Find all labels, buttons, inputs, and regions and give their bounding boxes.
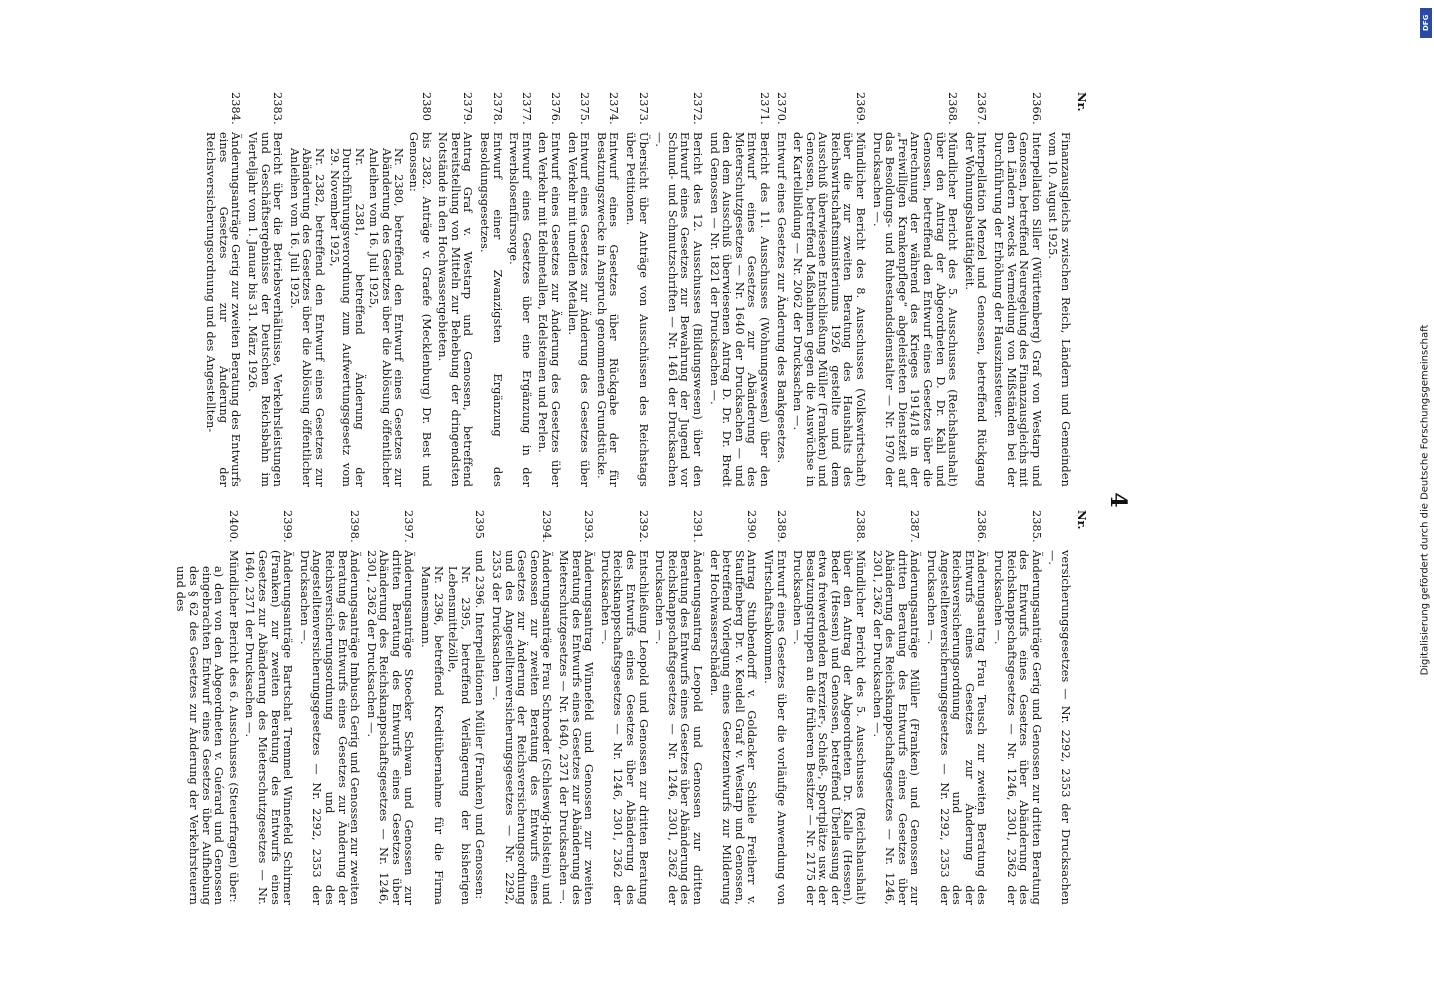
entry-text-block [653, 550, 703, 905]
document-entry [477, 92, 502, 487]
entry-number: 2389. [774, 510, 788, 543]
entry-text: Änderungsanträge Gerig zur zweiten Beratung des Entwurfs eines Gesetzes zur Änderung der Reichsversicherungsordnung und des Angestellten- [204, 132, 243, 487]
document-entry [707, 510, 757, 905]
entry-text: Mündlicher Bericht des 8. Ausschusses (Volkswirtschaft) über die zur zweiten Beratung des Haushalts des Reichswirtschaftsministeriums 1926 gestellte und dem Ausschuß überwiesene Entschließung Müller (Franken) und Genossen, betreffend Maßnahmen gegen die Auswüchse in der Kartellbildung — Nr. 2062 der Drucksachen —. [791, 132, 868, 487]
document-entry [653, 510, 703, 905]
document-entry [761, 510, 786, 905]
entry-text: Mündlicher Bericht des 5. Ausschusses (Reichshaushalt) über den Antrag der Abgeordneten Dr. Kalle (Hessen), Beder (Hessen) und Genossen, betreffend Überlassung der etwa freiwerdenden Exerzier-, Schieß-, Sportplätze usw. der Besatzungstruppen an die früheren Besitzer — Nr. 2175 der Drucksachen —. [791, 550, 868, 905]
entry-number: 2398. [348, 510, 362, 543]
entry-text-block [419, 550, 486, 905]
entry-subitem: Nr. 2381, betreffend Änderung der Durchführungsverordnung zum Aufwertungsgesetz vom 29. November 1925, [327, 148, 366, 487]
entry-text-block [436, 132, 474, 487]
entry-text-block [594, 132, 619, 487]
document-entry [287, 92, 432, 487]
entry-number: 2395 [473, 510, 487, 540]
document-entry [991, 92, 1041, 487]
entry-text: Entschließung Leopold und Genossen zur dritten Beratung des Entwurfs eines Gesetzes über Abänderung des Reichsknappschaftsgesetzes — Nr. 1246, 2301, 2362 der Drucksachen —. [598, 550, 650, 905]
entry-text-block [623, 132, 648, 487]
entry-text-block [243, 550, 293, 905]
document-entry [791, 510, 867, 905]
left-column-header: Nr. [1075, 92, 1089, 112]
entry-text: Entwurf eines Gesetzes zur Änderung des Bankgesetzes. [774, 132, 788, 464]
document-entry [174, 510, 239, 905]
right-column-header: Nr. [1075, 510, 1089, 530]
entry-text-block [653, 132, 703, 487]
entry-text-block [489, 550, 552, 905]
entry-number: 2371. [757, 92, 771, 125]
entry-text-block [962, 132, 987, 487]
entry-text-block [791, 550, 867, 905]
entry-number: 2384. [229, 92, 243, 125]
entry-text: Änderungsanträge Gerig und Genossen zur dritten Beratung des Entwurfs eines Gesetzes über Abänderung des Reichsknappschaftsgesetzes — Nr. 1246, 2301, 2362 der Drucksachen —. [992, 550, 1043, 905]
entry-number: 2366. [1029, 92, 1043, 125]
entry-text: Entwurf einer Zwanzigsten Ergänzung des Besoldungsgesetzes. [478, 132, 504, 487]
entry-number: 2380 [419, 92, 433, 122]
entry-text: Entwurf eines Gesetzes zur Änderung des Gesetzes über den Verkehr mit unedlen Metallen. [565, 132, 592, 487]
entry-text-block [598, 550, 648, 905]
entry-text-block [287, 132, 432, 487]
entry-text-block [204, 132, 242, 487]
entry-number: 2391. [690, 510, 704, 543]
entry-number: 2400. [226, 510, 240, 543]
entry-text: Entwurf eines Gesetzes über die vorläufige Anwendung von Wirtschaftsabkommen. [761, 550, 788, 905]
document-entry [507, 92, 532, 487]
entry-subitem: Nr. 2382, betreffend den Entwurf eines Gesetzes zur Abänderung des Gesetzes über die Ablösung öffentlicher Anleihen vom 16. Juli 1925. [287, 148, 326, 487]
document-entry [924, 510, 987, 905]
document-entry [297, 510, 360, 905]
document-entry [870, 510, 920, 905]
document-page [0, 80, 1137, 920]
entry-number: 2392. [636, 510, 650, 543]
document-entry [594, 92, 619, 487]
entry-text-block [174, 550, 239, 905]
entry-number: 2378. [490, 92, 504, 125]
entry-number: 2377. [519, 92, 533, 125]
entry-text: Mündlicher Bericht des 6. Ausschusses (Steuerfragen) über: [226, 550, 240, 903]
entry-text-block [707, 550, 757, 905]
entry-text: Interpellation Siller (Württemberg) Graf von Westarp und Genossen, betreffend Neuregelung des Finanzausgleichs mit den Ländern zwecks Vermeidung von Mißständen bei der Durchführung der Erhöhung der Hauszinssteuer. [992, 132, 1043, 488]
entry-number: 2383. [271, 92, 285, 125]
entry-number: 2367. [975, 92, 989, 125]
entry-text-block [245, 132, 283, 487]
entry-text: und 2396. Interpellationen Müller (Franken) und Genossen: [473, 550, 487, 900]
entry-number: 2385. [1029, 510, 1043, 543]
document-entry [419, 510, 486, 905]
entry-number: 2368. [946, 92, 960, 125]
document-entry [707, 92, 770, 487]
entry-text: Änderungsantrag Winnefeld und Genossen zur zweiten Beratung des Entwurfs eines Gesetzes zur Abänderung des Mieterschutzgesetzes — Nr. 1640, 2371 der Drucksachen —. [557, 550, 596, 905]
entry-number: 2394. [540, 510, 554, 543]
entry-continuation: versicherungsgesetzes — Nr. 2292, 2353 der Drucksachen —. [1046, 550, 1072, 905]
entry-text-block [556, 550, 594, 905]
entry-number: 2376. [549, 92, 563, 125]
document-entry [536, 92, 561, 487]
entry-number: 2370. [774, 92, 788, 125]
page-number: 4 [1105, 492, 1131, 508]
document-entry [204, 92, 242, 487]
entry-text: Änderungsanträge Bartschat Tremmel Winnefeld Schirmer (Franken) zur zweiten Beratung des Entwurfs eines Gesetzes zur Abänderung des Mieterschutzgesetzes — Nr. 1640, 2371 der Drucksachen —. [243, 550, 295, 905]
entry-text-block [791, 132, 867, 487]
entry-text-block [565, 132, 590, 487]
entry-text-block [707, 132, 770, 487]
entry-text-block [297, 550, 360, 905]
entry-number: 2373. [636, 92, 650, 125]
document-entry [243, 510, 293, 905]
entry-text: Änderungsantrag Frau Teusch zur zweiten Beratung des Entwurfs eines Gesetzes zur Änderung der Reichsversicherungsordnung und des Angestelltenversicherungsgesetzes — Nr. 2292, 2353 der Drucksachen —. [925, 550, 989, 905]
entry-text-block [991, 550, 1041, 905]
entry-text-block [870, 550, 920, 905]
document-entry [245, 92, 283, 487]
entry-subitem: Nr. 2396, betreffend Kreditübernahme für die Firma Mannesmann. [419, 566, 445, 905]
entry-text: Interpellation Menzel und Genossen, betreffend Rückgang der Wohnungsbautätigkeit. [962, 132, 989, 487]
entry-subitem: Nr. 2395, betreffend Verlängerung der bisherigen Lebensmittelzölle, [446, 566, 472, 905]
entry-text: Bericht des 12. Ausschusses (Bildungswesen) über den Entwurf eines Gesetzes zur Bewahrung der Jugend vor Schund- und Schmutzschriften — Nr. 1461 der Drucksachen —. [653, 132, 704, 487]
entry-number: 2386. [975, 510, 989, 543]
entry-number: 2375. [578, 92, 592, 125]
entry-number: 2372. [690, 92, 704, 125]
entry-text: Änderungsanträge Stoecker Schwan und Genossen zur dritten Beratung des Entwurfs eines Gesetzes über Abänderung des Reichsknappschaftsgesetzes — Nr. 1246, 2301, 2362 der Drucksachen —. [364, 550, 416, 905]
document-entry [556, 510, 594, 905]
entry-number: 2388. [854, 510, 868, 543]
document-entry [489, 510, 552, 905]
funding-notice [1418, 10, 1432, 990]
entry-number: 2399. [281, 510, 295, 543]
entry-text: Entwurf eines Gesetzes über Rückgabe der für Besatzungszwecke in Anspruch genommenen Grundstücke. [594, 132, 621, 487]
entry-text: Entwurf eines Gesetzes über eine Ergänzung in der Erwerbslosenfürsorge. [507, 132, 533, 487]
funding-notice-text: Digitalisierung gefördert durch die Deutsche Forschungsgemeinschaft [1419, 324, 1431, 676]
entry-text: Übersicht über Anträge von Ausschüssen des Reichstags über Petitionen. [624, 132, 650, 487]
entry-text: Änderungsanträge Frau Schroeder (Schleswig-Holstein) und Genossen zur zweiten Beratung des Entwurfs eines Gesetzes zur Änderung der Reichsversicherungsordnung und des Angestelltenversicherungsgesetzes — Nr. 2292, 2353 der Drucksachen —. [490, 550, 554, 905]
entry-text-block [870, 132, 958, 487]
document-entry [598, 510, 648, 905]
entry-number: 2397. [402, 510, 416, 543]
dfg-logo: DFG [1420, 8, 1432, 38]
entry-text: bis 2382. Anträge v. Graefe (Mecklenburg) Dr. Best und Genossen: [407, 132, 433, 487]
entry-subitem: Nr. 2380, betreffend den Entwurf eines Gesetzes zur Abänderung des Gesetzes über die Ablösung öffentlicher Anleihen vom 16. Juli 1925, [367, 148, 406, 487]
entry-text-block [761, 550, 786, 905]
entry-continuation: Finanzausgleichs zwischen Reich, Ländern und Gemeinden vom 10. August 1925. [1046, 132, 1072, 487]
entry-number: 2387. [908, 510, 922, 543]
entry-text: Änderungsantrag Leopold und Genossen zur dritten Beratung des Entwurfs eines Gesetzes über Abänderung des Reichsknappschaftsgesetzes — Nr. 1246, 2301, 2362 der Drucksachen —. [653, 550, 704, 905]
entry-text: Änderungsanträge Müller (Franken) und Genossen zur dritten Beratung des Entwurfs eines Gesetzes über Abänderung des Reichsknappschaftsgesetzes — Nr. 1246, 2301, 2362 der Drucksachen —. [870, 550, 922, 905]
entry-text: Mündlicher Bericht des 5. Ausschusses (Reichshaushalt) über den Antrag der Abgeordneten D. Dr. Kahl und Genossen, betreffend den Entwurf eines Gesetzes über die Anrechnung der während des Krieges 1914/18 in der „Freiwilligen Krankenpflege“ abgeleisteten Dienstzeit auf das Besoldungs- und Ruhestandsdienstalter — Nr. 1970 der Drucksachen —. [870, 132, 960, 487]
document-entry [962, 92, 987, 487]
entry-number: 2379. [461, 92, 475, 125]
entry-text-block [774, 132, 787, 487]
entry-text: Änderungsanträge Imbusch Gerig und Genossen zur zweiten Beratung des Entwurfs eines Gesetzes zur Änderung der Reichsversicherungsordnung und des Angestelltenversicherungsgesetzes — Nr. 2292, 2353 der Drucksachen —. [297, 550, 362, 905]
document-entry [774, 92, 787, 487]
entry-text: Antrag Graf v. Westarp und Genossen, betreffend Bereitstellung von Mitteln zur Behebung der dringendsten Notstände in den Hochwassergebieten. [436, 132, 475, 487]
entry-text-block [536, 132, 561, 487]
left-column [200, 92, 1089, 487]
document-entry [623, 92, 648, 487]
entry-number: 2369. [854, 92, 868, 125]
entry-number: 2390. [745, 510, 759, 543]
entry-text-block [507, 132, 532, 487]
entry-text: Antrag Stubbendorff v. Goldacker Schiele Freiherr v. Stauffenberg Dr. v. Keudell Graf v. Westarp und Genossen, betreffend Vorlegung eines Gesetzentwurfs zur Milderung der Hochwasserschäden. [707, 550, 759, 905]
document-entry [436, 92, 474, 487]
entry-text: Bericht des 11. Ausschusses (Wohnungswesen) über den Entwurf eines Gesetzes zur Abänderung des Mieterschutzgesetzes — Nr. 1640 der Drucksachen — und den dem Ausschuß überwiesenen Antrag D. Dr. Dr. Bredt und Genossen — Nr. 1821 der Drucksachen —. [707, 132, 771, 487]
document-entry [991, 510, 1041, 905]
entry-text: Bericht über die Betriebsverhältnisse, Verkehrsleistungen und Geschäftsergebnisse der Deutschen Reichsbahn im Vierteljahr vom 1. Januar bis 31. März 1926. [245, 132, 285, 487]
entry-text-block [991, 132, 1041, 487]
entry-text-block [924, 550, 987, 905]
right-column [170, 510, 1089, 905]
entry-subitem: a) den von den Abgeordneten v. Guérard und Genossen eingebrachten Entwurf eines Gesetzes über Aufhebung des § 62 des Gesetzes zur Änderung der Verkehrsteuern und des [174, 566, 226, 905]
entry-number: 2374. [607, 92, 621, 125]
entry-text-block [477, 132, 502, 487]
entry-number: 2393. [582, 510, 596, 543]
document-entry [653, 92, 703, 487]
document-entry [791, 92, 867, 487]
document-entry [364, 510, 414, 905]
entry-text-block [364, 550, 414, 905]
document-entry [565, 92, 590, 487]
entry-text: Entwurf eines Gesetzes zur Änderung des Gesetzes über den Verkehr mit Edelmetallen, Edelsteinen und Perlen. [536, 132, 563, 487]
document-entry [870, 92, 958, 487]
